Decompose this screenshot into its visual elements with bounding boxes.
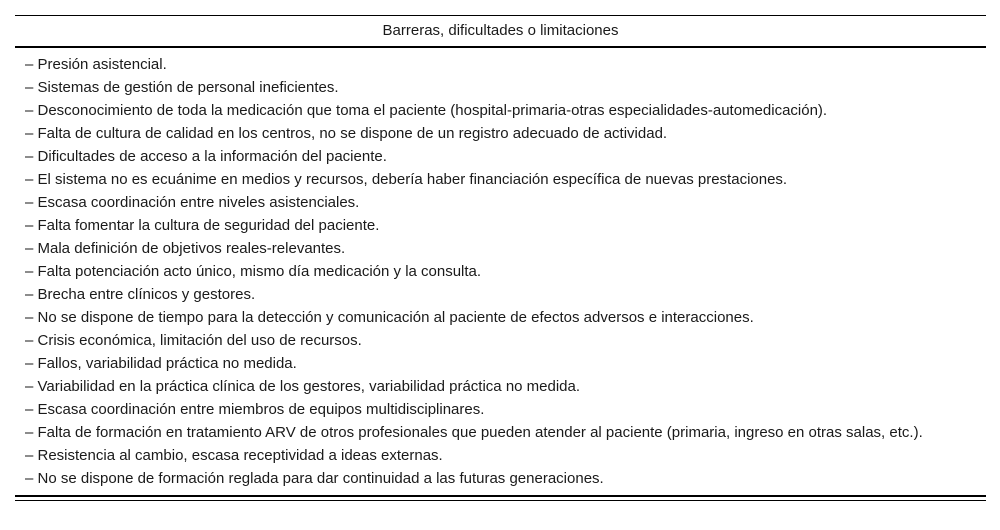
bottom-rule-lower xyxy=(15,500,986,501)
list-item: – Brecha entre clínicos y gestores. xyxy=(25,286,256,303)
list-item: – No se dispone de formación reglada para dar continuidad a las futuras generaciones. xyxy=(25,470,604,487)
list-item: – Escasa coordinación entre miembros de equipos multidisciplinares. xyxy=(25,401,485,418)
list-item: – Variabilidad en la práctica clínica de los gestores, variabilidad práctica no medida. xyxy=(25,378,581,395)
bottom-rules xyxy=(15,495,986,501)
list-item: – Presión asistencial. xyxy=(25,56,167,73)
list-item: – Dificultades de acceso a la información del paciente. xyxy=(25,148,387,165)
list-item: – Escasa coordinación entre niveles asistenciales. xyxy=(25,194,360,211)
list-item: – Falta potenciación acto único, mismo día medicación y la consulta. xyxy=(25,263,482,280)
list-item: – Resistencia al cambio, escasa receptividad a ideas externas. xyxy=(25,447,443,464)
bottom-rule-upper xyxy=(15,495,986,497)
list-item: – Fallos, variabilidad práctica no medida. xyxy=(25,355,297,372)
list-item: – Sistemas de gestión de personal ineficientes. xyxy=(25,79,339,96)
list-item: – Desconocimiento de toda la medicación que toma el paciente (hospital-primaria-otras especialidades-automedicación). xyxy=(25,102,828,119)
list-item: – Crisis económica, limitación del uso de recursos. xyxy=(25,332,362,349)
list-item: – Falta fomentar la cultura de seguridad del paciente. xyxy=(25,217,380,234)
table-body xyxy=(15,48,986,494)
list-item: – No se dispone de tiempo para la detección y comunicación al paciente de efectos adversos e interacciones. xyxy=(25,309,754,326)
list-item: – Falta de cultura de calidad en los centros, no se dispone de un registro adecuado de actividad. xyxy=(25,125,668,142)
list-item: – Mala definición de objetivos reales-relevantes. xyxy=(25,240,346,257)
table-header: Barreras, dificultades o limitaciones xyxy=(382,22,619,39)
list-item: – El sistema no es ecuánime en medios y recursos, debería haber financiación específica de nuevas prestaciones. xyxy=(25,171,788,188)
barriers-table xyxy=(15,15,986,501)
list-item: – Falta de formación en tratamiento ARV de otros profesionales que pueden atender al paciente (primaria, ingreso en otras salas, etc.). xyxy=(25,424,923,441)
